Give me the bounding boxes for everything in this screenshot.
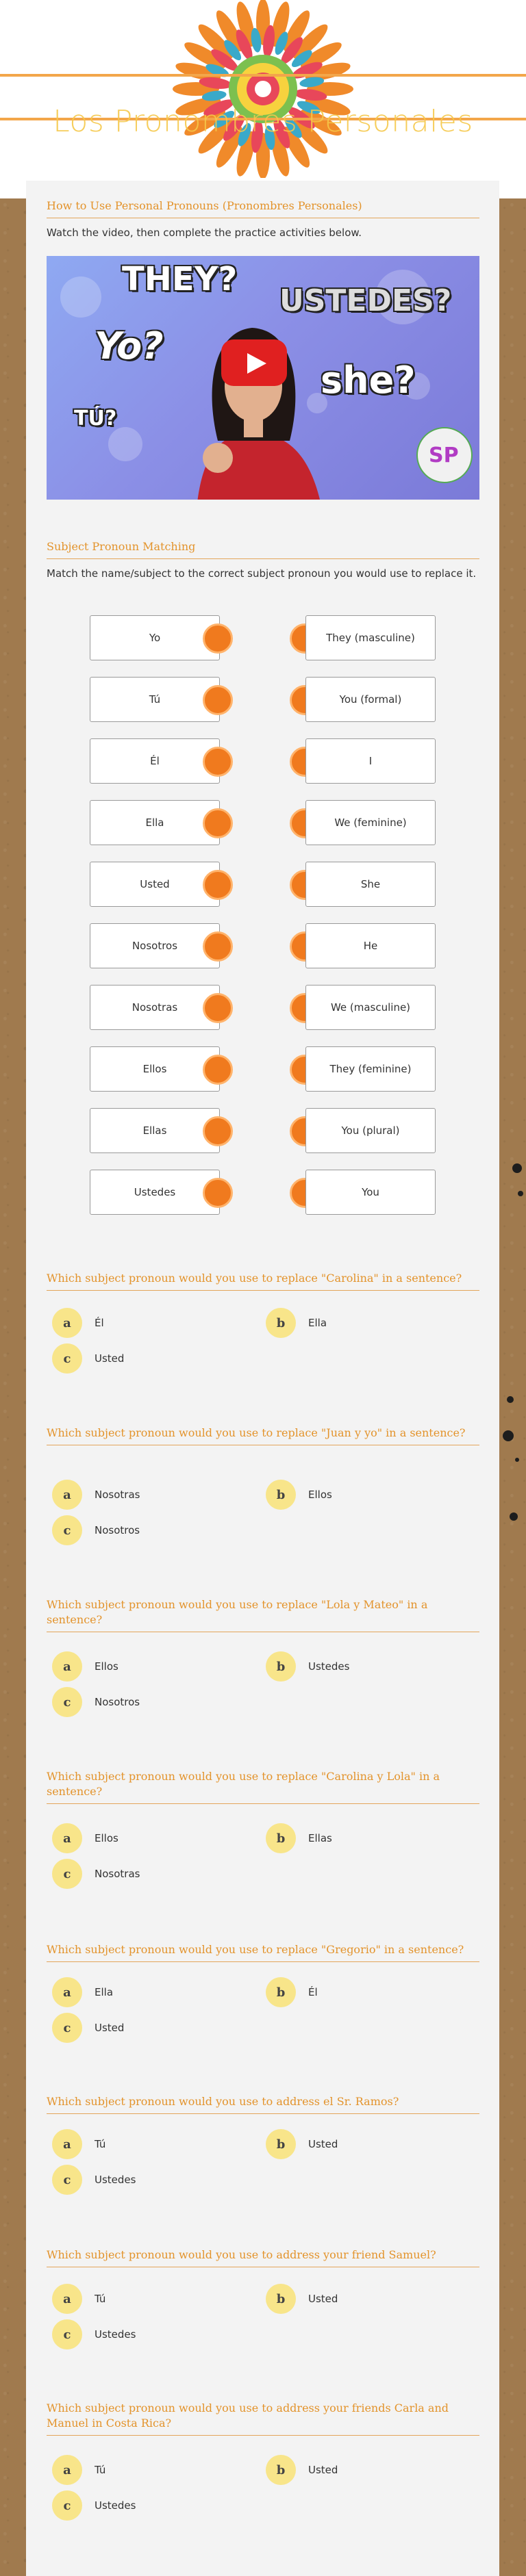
option-letter-c: c	[52, 1515, 82, 1545]
question-prompt: Which subject pronoun would you use to address your friends Carla and Manuel in Costa Rica?	[47, 2401, 479, 2436]
question-prompt: Which subject pronoun would you use to address el Sr. Ramos?	[47, 2094, 479, 2114]
match-connector-left[interactable]	[203, 623, 233, 654]
thumb-word-she: she?	[321, 359, 416, 402]
question-block	[47, 2094, 479, 2114]
match-left-item[interactable]: Yo	[90, 615, 220, 660]
option-letter-b: b	[266, 2129, 296, 2159]
option-label: Ellos	[95, 1832, 118, 1844]
match-right-item[interactable]: We (feminine)	[305, 800, 436, 845]
option-letter-c: c	[52, 2490, 82, 2521]
match-right-item[interactable]: She	[305, 862, 436, 907]
answer-option-c[interactable]	[52, 1859, 140, 1889]
match-connector-left[interactable]	[203, 1055, 233, 1085]
option-letter-b: b	[266, 1977, 296, 2007]
answer-option-b[interactable]	[266, 2284, 338, 2314]
answer-option-b[interactable]	[266, 2129, 338, 2159]
video-instruction: Watch the video, then complete the practice activities below.	[47, 227, 362, 239]
answer-option-c[interactable]	[52, 1515, 140, 1545]
channel-logo	[416, 427, 473, 483]
match-connector-left[interactable]	[203, 808, 233, 838]
question-block	[47, 1426, 479, 1445]
option-letter-a: a	[52, 2129, 82, 2159]
thumb-word-tu: TÚ?	[74, 407, 117, 430]
match-connector-left[interactable]	[203, 685, 233, 715]
answer-option-b[interactable]	[266, 1480, 332, 1510]
thumb-word-ustedes: USTEDES?	[279, 283, 452, 318]
option-label: Tú	[95, 2464, 106, 2476]
mandala-logo	[136, 0, 390, 178]
answer-option-c[interactable]	[52, 2013, 124, 2043]
answer-option-c[interactable]	[52, 2490, 136, 2521]
question-prompt: Which subject pronoun would you use to replace "Juan y yo" in a sentence?	[47, 1426, 479, 1445]
option-letter-b: b	[266, 2284, 296, 2314]
match-left-item[interactable]: Nosotros	[90, 923, 220, 968]
match-left-item[interactable]: Nosotras	[90, 985, 220, 1030]
ink-splatter	[503, 1430, 514, 1441]
match-left-item[interactable]: Ellas	[90, 1108, 220, 1153]
match-left-item[interactable]: Ustedes	[90, 1170, 220, 1215]
match-right-item[interactable]: We (masculine)	[305, 985, 436, 1030]
option-letter-c: c	[52, 2165, 82, 2195]
question-block	[47, 1942, 479, 1962]
question-block	[47, 1769, 479, 1804]
answer-option-c[interactable]	[52, 1343, 124, 1374]
match-connector-left[interactable]	[203, 870, 233, 900]
option-label: Usted	[95, 1352, 125, 1365]
option-label: Él	[308, 1986, 318, 1998]
question-prompt: Which subject pronoun would you use to replace "Carolina" in a sentence?	[47, 1271, 479, 1291]
option-label: Él	[95, 1317, 104, 1329]
option-label: Usted	[308, 2293, 338, 2305]
answer-option-a[interactable]	[52, 2284, 105, 2314]
option-letter-b: b	[266, 1480, 296, 1510]
option-letter-c: c	[52, 1687, 82, 1717]
answer-option-b[interactable]	[266, 1977, 318, 2007]
answer-option-a[interactable]	[52, 1651, 118, 1682]
youtube-play-icon[interactable]	[221, 339, 287, 386]
option-letter-c: c	[52, 1859, 82, 1889]
option-label: Tú	[95, 2293, 106, 2305]
ink-splatter	[507, 1396, 514, 1403]
matching-section-title: Subject Pronoun Matching	[47, 539, 479, 559]
match-connector-left[interactable]	[203, 993, 233, 1023]
answer-option-a[interactable]	[52, 1823, 118, 1853]
option-label: Ella	[95, 1986, 114, 1998]
answer-option-b[interactable]	[266, 1651, 349, 1682]
match-right-item[interactable]: They (feminine)	[305, 1046, 436, 1092]
match-connector-left[interactable]	[203, 1116, 233, 1146]
option-letter-b: b	[266, 2455, 296, 2485]
question-block	[47, 1597, 479, 1632]
ink-splatter	[518, 1191, 523, 1196]
matching-instruction: Match the name/subject to the correct subject pronoun you would use to replace it.	[47, 567, 477, 580]
bubble	[60, 276, 101, 318]
option-letter-b: b	[266, 1308, 296, 1338]
option-letter-b: b	[266, 1823, 296, 1853]
presenter-image	[149, 304, 355, 500]
option-letter-c: c	[52, 2319, 82, 2349]
video-section-title: How to Use Personal Pronouns (Pronombres Personales)	[47, 198, 479, 218]
match-right-item[interactable]: You (formal)	[305, 677, 436, 722]
option-letter-a: a	[52, 1480, 82, 1510]
question-prompt: Which subject pronoun would you use to replace "Carolina y Lola" in a sentence?	[47, 1769, 479, 1804]
question-block	[47, 1271, 479, 1291]
answer-option-c[interactable]	[52, 1687, 140, 1717]
bubble	[108, 427, 142, 461]
option-label: Usted	[308, 2464, 338, 2476]
option-label: Ustedes	[95, 2328, 136, 2341]
matching-section	[47, 539, 479, 581]
option-label: Usted	[95, 2022, 125, 2034]
match-connector-left[interactable]	[203, 931, 233, 962]
answer-option-b[interactable]	[266, 1308, 327, 1338]
question-prompt: Which subject pronoun would you use to replace "Gregorio" in a sentence?	[47, 1942, 479, 1962]
question-block	[47, 2401, 479, 2436]
option-letter-a: a	[52, 1651, 82, 1682]
match-left-item[interactable]: Él	[90, 738, 220, 784]
question-prompt: Which subject pronoun would you use to address your friend Samuel?	[47, 2247, 479, 2267]
match-connector-left[interactable]	[203, 747, 233, 777]
match-left-item[interactable]: Ella	[90, 800, 220, 845]
answer-option-a[interactable]	[52, 2129, 105, 2159]
ink-splatter	[515, 1458, 519, 1462]
option-letter-a: a	[52, 1308, 82, 1338]
page-title: Los Pronombres Personales	[53, 104, 473, 139]
option-letter-a: a	[52, 1823, 82, 1853]
option-label: Ustedes	[308, 1660, 350, 1673]
option-label: Ustedes	[95, 2174, 136, 2186]
option-label: Nosotras	[95, 1489, 140, 1501]
match-right-item[interactable]: I	[305, 738, 436, 784]
match-left-item[interactable]: Usted	[90, 862, 220, 907]
match-right-item[interactable]: They (masculine)	[305, 615, 436, 660]
video-player[interactable]	[47, 256, 479, 500]
thumb-word-yo: Yo?	[95, 324, 164, 368]
answer-option-a[interactable]	[52, 2455, 105, 2485]
option-label: Ella	[308, 1317, 327, 1329]
option-letter-c: c	[52, 2013, 82, 2043]
answer-option-b[interactable]	[266, 2455, 338, 2485]
answer-option-a[interactable]	[52, 1977, 113, 2007]
answer-option-a[interactable]	[52, 1308, 104, 1338]
ink-splatter	[512, 1163, 522, 1173]
answer-option-c[interactable]	[52, 2165, 136, 2195]
match-connector-left[interactable]	[203, 1178, 233, 1208]
option-label: Nosotros	[95, 1524, 140, 1536]
match-right-item[interactable]: You (plural)	[305, 1108, 436, 1153]
option-letter-a: a	[52, 2284, 82, 2314]
option-label: Nosotros	[95, 1696, 140, 1708]
option-label: Ellos	[95, 1660, 118, 1673]
thumb-word-they: THEY?	[122, 260, 238, 298]
option-letter-a: a	[52, 1977, 82, 2007]
option-label: Ustedes	[95, 2499, 136, 2512]
match-left-item[interactable]: Tú	[90, 677, 220, 722]
answer-option-a[interactable]	[52, 1480, 140, 1510]
option-label: Usted	[308, 2138, 338, 2150]
option-letter-c: c	[52, 1343, 82, 1374]
option-label: Ellos	[308, 1489, 332, 1501]
answer-option-c[interactable]	[52, 2319, 136, 2349]
answer-option-b[interactable]	[266, 1823, 332, 1853]
video-section	[47, 198, 479, 240]
match-left-item[interactable]: Ellos	[90, 1046, 220, 1092]
option-label: Nosotras	[95, 1868, 140, 1880]
option-letter-b: b	[266, 1651, 296, 1682]
match-right-item[interactable]: You	[305, 1170, 436, 1215]
channel-logo-text: SP	[429, 443, 459, 467]
question-block	[47, 2247, 479, 2267]
match-right-item[interactable]: He	[305, 923, 436, 968]
option-label: Ellas	[308, 1832, 332, 1844]
ink-splatter	[510, 1512, 518, 1521]
question-prompt: Which subject pronoun would you use to replace "Lola y Mateo" in a sentence?	[47, 1597, 479, 1632]
header-rule-top	[0, 74, 526, 77]
option-label: Tú	[95, 2138, 106, 2150]
option-letter-a: a	[52, 2455, 82, 2485]
